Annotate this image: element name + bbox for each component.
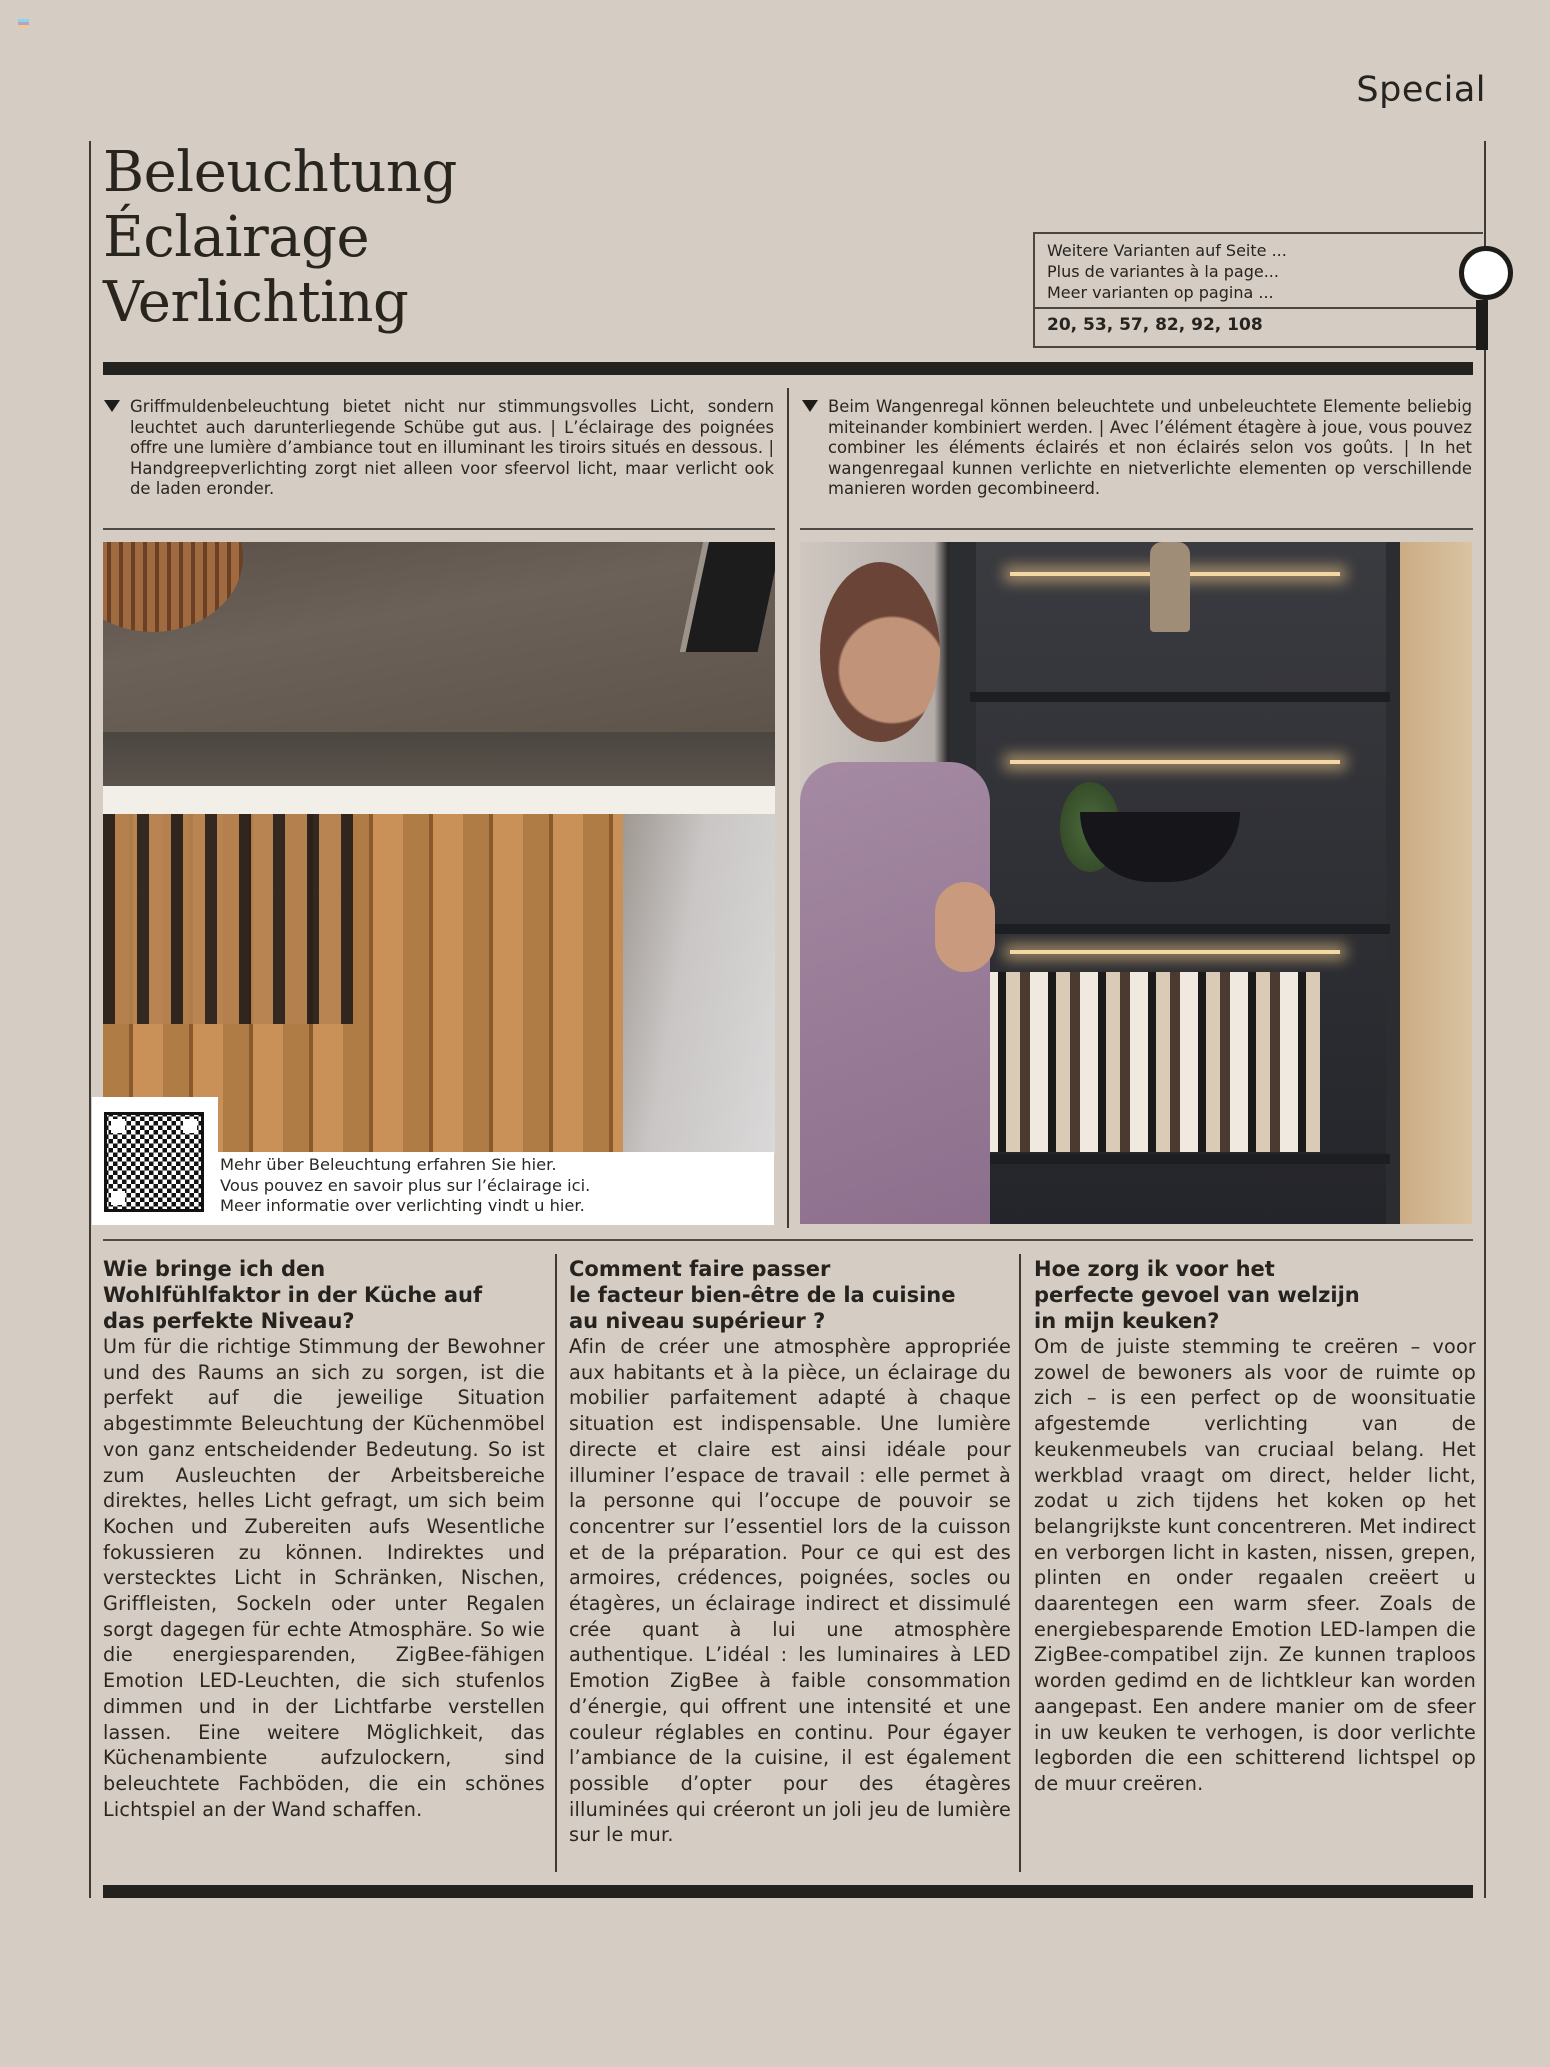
column-heading	[1034, 1256, 1476, 1334]
woman-head	[820, 562, 940, 742]
qr-text-nl: Meer informatie over verlichting vindt u hier.	[220, 1196, 585, 1215]
photo-shelf-lighting	[800, 542, 1473, 1226]
woman	[800, 762, 990, 1224]
column-body: Afin de créer une atmosphère appropriée aux habitants et à la pièce, un éclairage du mobilier parfaitement adapté à chaque situation est indispensable. Une lumière directe et claire est ainsi idéale pour illuminer l’espace de travail : elle permet à la personne qui l’occupe de pouvoir se concentrer sur l’essentiel lors de la cuisson et de la préparation. Pour ce qui est des armoires, crédences, poignées, socles ou étagères, un éclairage indirect et dissimulé crée quant à lui une atmosphère authentique. L’idéal : les luminaires à LED Emotion ZigBee à faible consommation d’énergie, qui offrent une intensité et une couleur réglables en continu. Pour égayer l’ambiance de la cuisine, il est également possible d’opter pour des étagères illuminées qui créeront un joli jeu de lumière sur le mur.	[569, 1335, 1011, 1847]
page-title	[103, 140, 457, 335]
photo-rule-left	[103, 528, 775, 530]
heading-line: perfecte gevoel van welzijn	[1034, 1283, 1360, 1307]
led-strip	[1010, 950, 1340, 954]
column-divider	[1019, 1254, 1021, 1872]
article-column-nl	[1034, 1256, 1476, 1797]
title-line-fr: Éclairage	[103, 205, 370, 270]
variants-label	[1035, 234, 1483, 309]
variants-reference-box	[1033, 232, 1483, 348]
figurine	[1150, 542, 1190, 632]
heading-line: Wohlfühlfaktor in der Küche auf	[103, 1283, 483, 1307]
color-swatch-mark	[18, 19, 29, 28]
caption-right	[802, 397, 1472, 500]
triangle-down-icon	[802, 400, 818, 412]
section-label: Special	[1356, 70, 1486, 110]
variants-label-de: Weitere Varianten auf Seite ...	[1047, 241, 1287, 260]
title-line-de: Beleuchtung	[103, 140, 457, 205]
caption-right-text: Beim Wangenregal können beleuchtete und unbeleuchtete Elemente beliebig miteinander kombiniert werden. | Avec l’élément étagère à joue, vous pouvez combiner les éléments éclairés et non éclairés selon vos goûts. | In het wangenregaal kunnen verlichte en nietverlichte elementen op verschillende manieren worden gecombineerd.	[828, 397, 1472, 498]
variants-label-nl: Meer varianten op pagina ...	[1047, 283, 1274, 302]
qr-text-de: Mehr über Beleuchtung erfahren Sie hier.	[220, 1155, 557, 1174]
variants-label-fr: Plus de variantes à la page...	[1047, 262, 1279, 281]
magnifier-handle-icon	[1476, 300, 1488, 350]
shelf-board	[970, 924, 1390, 934]
woman-hand	[935, 882, 995, 972]
heading-line: le facteur bien-être de la cuisine	[569, 1283, 956, 1307]
article-column-fr	[569, 1256, 1011, 1848]
heading-line: au niveau supérieur ?	[569, 1309, 826, 1333]
cutlery-insert	[103, 814, 353, 1024]
variants-page-numbers: 20, 53, 57, 82, 92, 108	[1047, 315, 1263, 335]
body-rule	[103, 1239, 1473, 1241]
shelf-board	[970, 1154, 1390, 1164]
magnifier-icon	[1459, 246, 1513, 300]
photo-rule-right	[800, 528, 1473, 530]
heading-line: Wie bringe ich den	[103, 1257, 326, 1281]
triangle-down-icon	[104, 400, 120, 412]
handle-rail-light	[103, 786, 775, 814]
column-heading	[103, 1256, 545, 1334]
title-rule	[103, 362, 1473, 375]
article-column-de	[103, 1256, 545, 1822]
caption-left-text: Griffmuldenbeleuchtung bietet nicht nur stimmungsvolles Licht, sondern leuchtet auch darunterliegende Schübe gut aus. | L’éclairage des poignées offre une lumière d’ambiance tout en illuminant les tiroirs situés en dessous. | Handgreepverlichting zorgt niet alleen voor sfeervol licht, maar verlicht ook de laden eronder.	[130, 397, 774, 498]
caption-left	[104, 397, 774, 500]
qr-text-fr: Vous pouvez en savoir plus sur l’éclairage ici.	[220, 1175, 591, 1195]
column-body: Om de juiste stemming te creëren – voor zowel de bewoners als voor de ruimte op zich – is een perfect op de woonsituatie afgestemde verlichting van de keukenmeubels van cruciaal belang. Het werkblad vraagt om direct, helder licht, zodat u zich tijdens het koken op het belangrijkste kunt concentreren. Met indirect en verborgen licht in kasten, nissen, grepen, plinten en onder regaalen creëert u daarentegen een warm sfeer. Zoals de energiebesparende Emotion LED-lampen die ZigBee-compatibel zijn. Ze kunnen traploos worden gedimd en de lichtkleur kan worden aangepast. Een andere manier om de sfeer in uw keuken te verhogen, is door verlichte legborden die een schitterend lichtspel op de muur creëren.	[1034, 1335, 1476, 1795]
photo-drawer-lighting	[103, 542, 775, 1154]
column-divider	[555, 1254, 557, 1872]
frame-right-line	[1484, 141, 1486, 1898]
qr-info-panel[interactable]	[92, 1097, 774, 1225]
qr-text	[220, 1155, 590, 1217]
column-heading	[569, 1256, 1011, 1334]
worktop-edge	[103, 732, 775, 786]
heading-line: in mijn keuken?	[1034, 1309, 1220, 1333]
bottom-rule	[103, 1885, 1473, 1898]
heading-line: das perfekte Niveau?	[103, 1309, 355, 1333]
caption-divider	[787, 388, 789, 1228]
frame-left-line	[89, 141, 91, 1898]
led-strip	[1010, 760, 1340, 764]
shelf-board	[970, 692, 1390, 702]
title-line-nl: Verlichting	[103, 270, 409, 335]
heading-line: Hoe zorg ik voor het	[1034, 1257, 1275, 1281]
heading-line: Comment faire passer	[569, 1257, 831, 1281]
column-body: Um für die richtige Stimmung der Bewohner und des Raums an sich zu sorgen, ist die perfekt auf die jeweilige Situation abgestimmte Beleuchtung der Küchenmöbel von ganz entscheidender Bedeutung. So ist zum Ausleuchten der Arbeitsbereiche direktes, helles Licht gefragt, um sich beim Kochen und Zubereiten aufs Wesentliche fokussieren zu können. Indirektes und verstecktes Licht in Schränken, Nischen, Griffleisten, Sockeln oder unter Regalen sorgt dagegen für echte Atmosphäre. So wie die energiesparenden, ZigBee-fähigen Emotion LED-Leuchten, die sich stufenlos dimmen und in der Lichtfarbe verstellen lassen. Eine weitere Möglichkeit, das Küchenambiente aufzulockern, sind beleuchtete Fachböden, die ein schönes Lichtspiel an der Wand schaffen.	[103, 1335, 545, 1821]
books	[980, 972, 1320, 1152]
qr-code-icon[interactable]	[104, 1112, 204, 1212]
